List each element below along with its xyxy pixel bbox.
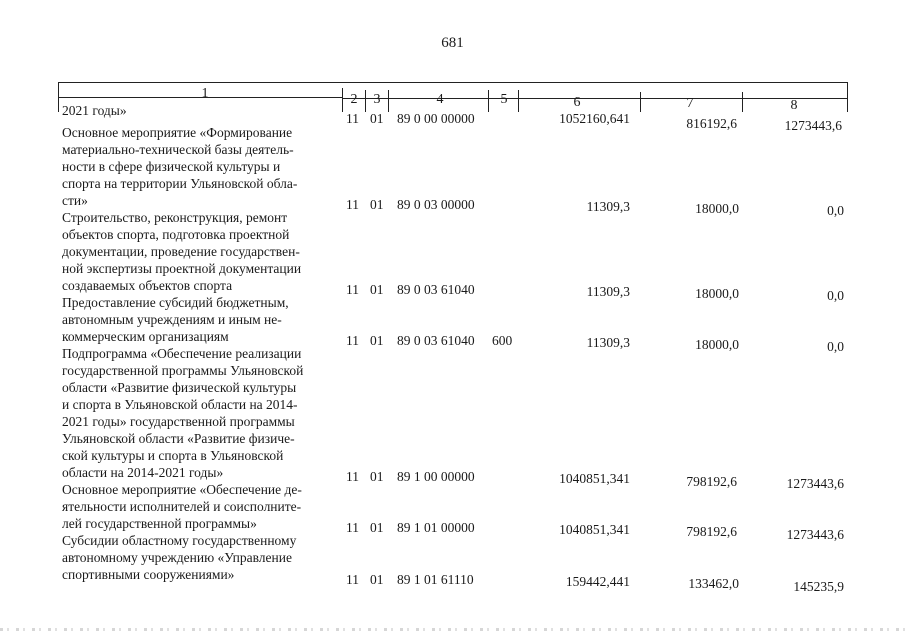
description-line: ятельности исполнителей и соисполните- [62, 499, 302, 514]
cell-value-2021: 0,0 [827, 203, 844, 218]
header-top-line [58, 82, 848, 83]
description-line: Основное мероприятие «Обеспечение де- [62, 482, 302, 497]
row-description [62, 209, 338, 294]
cell-csr: 89 0 03 61040 [397, 282, 475, 297]
cell-rz: 11 [346, 111, 359, 126]
row-description [62, 532, 338, 583]
description-line: 2021 годы» государственной программы [62, 414, 295, 429]
cell-rz: 11 [346, 520, 359, 535]
cell-value-2019: 11309,3 [586, 335, 630, 350]
description-line: автономному учреждению «Управление [62, 550, 292, 565]
header-divider [388, 90, 389, 112]
column-header-2: 2 [350, 92, 358, 107]
description-line: Субсидии областному государственному [62, 533, 297, 548]
scan-edge-noise [0, 628, 905, 631]
description-line: документации, проведение государствен- [62, 244, 300, 259]
description-line: области «Развитие физической культуры [62, 380, 297, 395]
cell-csr: 89 1 01 61110 [397, 572, 474, 587]
column-header-3: 3 [373, 92, 381, 107]
cell-value-2020: 798192,6 [686, 474, 737, 489]
description-line: ской культуры и спорта в Ульяновской [62, 448, 284, 463]
row-description [62, 345, 338, 481]
description-line: сти» [62, 193, 88, 208]
cell-value-2020: 798192,6 [686, 524, 737, 539]
column-header-1: 1 [201, 86, 209, 101]
cell-vr: 600 [492, 333, 513, 348]
description-line: Строительство, реконструкция, ремонт [62, 210, 288, 225]
row-description [62, 294, 338, 345]
cell-value-2021: 1273443,6 [784, 118, 842, 133]
cell-value-2019: 159442,441 [565, 574, 630, 589]
description-line: материально-технической базы деятель- [62, 142, 294, 157]
cell-value-2021: 0,0 [827, 339, 844, 354]
cell-rz: 11 [346, 333, 359, 348]
cell-csr: 89 1 01 00000 [397, 520, 475, 535]
row-description [62, 102, 338, 119]
description-line: Основное мероприятие «Формирование [62, 125, 293, 140]
cell-value-2021: 1273443,6 [786, 527, 844, 542]
cell-value-2019: 1040851,341 [559, 471, 630, 486]
description-line: лей государственной программы» [62, 516, 257, 531]
description-line: объектов спорта, подготовка проектной [62, 227, 290, 242]
description-line: ности в сфере физической культуры и [62, 159, 281, 174]
description-line: Ульяновской области «Развитие физиче- [62, 431, 295, 446]
cell-value-2019: 11309,3 [586, 199, 630, 214]
cell-pr: 01 [370, 520, 384, 535]
column-header-4: 4 [436, 92, 444, 107]
column-header-7: 7 [686, 96, 694, 111]
header-divider [342, 88, 343, 112]
description-line: государственной программы Ульяновской [62, 363, 304, 378]
description-line: области на 2014-2021 годы» [62, 465, 224, 480]
row-description [62, 124, 338, 209]
cell-value-2021: 0,0 [827, 288, 844, 303]
cell-value-2021: 1273443,6 [786, 476, 844, 491]
page-number: 681 [441, 35, 464, 51]
cell-rz: 11 [346, 469, 359, 484]
description-line: спортивными сооружениями» [62, 567, 235, 582]
cell-pr: 01 [370, 111, 384, 126]
header-mid-line [342, 98, 848, 99]
cell-rz: 11 [346, 197, 359, 212]
description-line: и спорта в Ульяновской области на 2014- [62, 397, 298, 412]
cell-value-2020: 18000,0 [695, 337, 739, 352]
cell-value-2019: 11309,3 [586, 284, 630, 299]
description-line: коммерческим организациям [62, 329, 229, 344]
cell-csr: 89 0 03 61040 [397, 333, 475, 348]
description-line: спорта на территории Ульяновской обла- [62, 176, 298, 191]
cell-value-2020: 18000,0 [695, 286, 739, 301]
column-header-6: 6 [573, 95, 581, 110]
cell-rz: 11 [346, 282, 359, 297]
description-line: ной экспертизы проектной документации [62, 261, 302, 276]
column-header-8: 8 [790, 98, 798, 113]
cell-pr: 01 [370, 572, 384, 587]
cell-pr: 01 [370, 197, 384, 212]
header-divider [365, 90, 366, 112]
cell-value-2020: 133462,0 [688, 576, 739, 591]
description-line: Подпрограмма «Обеспечение реализации [62, 346, 302, 361]
cell-value-2019: 1052160,641 [559, 111, 630, 126]
cell-value-2019: 1040851,341 [559, 522, 630, 537]
cell-pr: 01 [370, 333, 384, 348]
cell-value-2020: 816192,6 [686, 116, 737, 131]
description-line: автономным учреждениям и иным не- [62, 312, 282, 327]
description-line: создаваемых объектов спорта [62, 278, 233, 293]
row-description [62, 481, 338, 532]
description-line: Предоставление субсидий бюджетным, [62, 295, 289, 310]
cell-csr: 89 0 00 00000 [397, 111, 475, 126]
cell-value-2020: 18000,0 [695, 201, 739, 216]
header-divider [488, 90, 489, 112]
cell-csr: 89 1 00 00000 [397, 469, 475, 484]
cell-rz: 11 [346, 572, 359, 587]
cell-pr: 01 [370, 469, 384, 484]
header-divider [640, 92, 641, 112]
description-line: 2021 годы» [62, 103, 127, 118]
header-divider [518, 90, 519, 112]
cell-pr: 01 [370, 282, 384, 297]
header-divider [742, 92, 743, 112]
cell-csr: 89 0 03 00000 [397, 197, 475, 212]
cell-value-2021: 145235,9 [793, 579, 844, 594]
column-header-5: 5 [500, 92, 508, 107]
